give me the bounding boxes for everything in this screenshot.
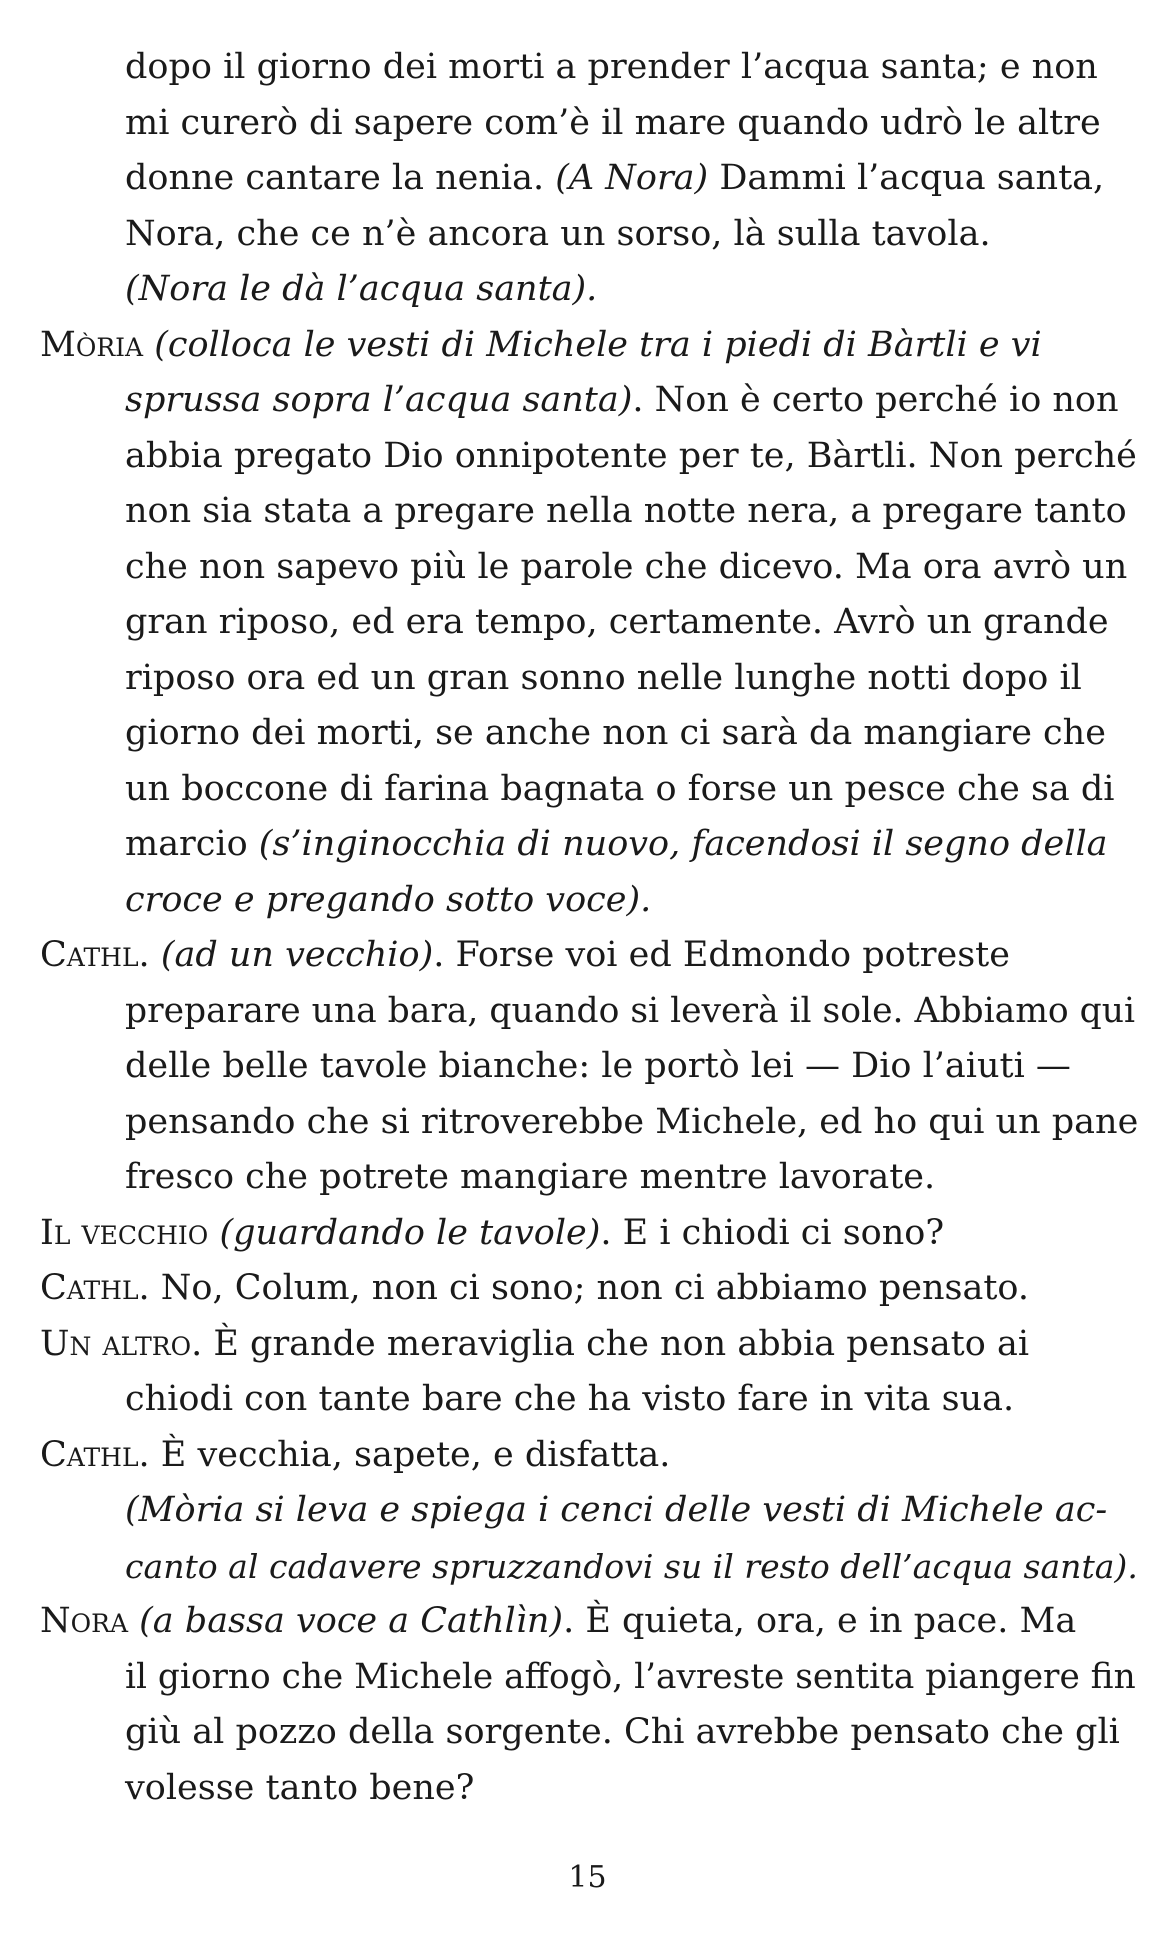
page-number: 15	[568, 1860, 607, 1895]
speaker-name: Nora	[40, 1601, 128, 1641]
text-line	[40, 1206, 1145, 1262]
text-run: . È quieta, ora, e in pace. Ma	[563, 1601, 1077, 1641]
text-run: Dammi l’acqua santa,	[708, 158, 1105, 198]
text-run: non sia stata a pregare nella notte nera, a pregare tanto	[125, 491, 1127, 531]
stage-direction: (guardando le tavole)	[219, 1212, 601, 1253]
speaker-name: Cathl.	[40, 1268, 150, 1308]
text-line	[40, 1761, 1145, 1817]
text-run: che non sapevo più le parole che dicevo. Ma ora avrò un	[125, 546, 1128, 587]
text-line	[40, 706, 1145, 762]
speaker-name: Mòria	[40, 324, 144, 365]
text-run: riposo ora ed un gran sonno nelle lunghe notti dopo il	[125, 657, 1082, 698]
text-line	[40, 1317, 1145, 1373]
text-line	[40, 1372, 1145, 1428]
text-run	[208, 1213, 219, 1253]
text-run: delle belle tavole bianche: le portò lei — Dio l’aiuti —	[125, 1046, 1071, 1086]
stage-direction: sprussa sopra l’acqua santa)	[125, 380, 633, 420]
stage-direction: (colloca le vesti di Michele tra i piedi di Bàrtli e vi	[143, 324, 1042, 365]
text-line	[40, 984, 1145, 1040]
text-run: . Non è certo perché io non	[632, 380, 1119, 420]
text-line	[40, 928, 1145, 984]
speaker-name: Il vecchio	[40, 1212, 209, 1253]
text-run: . È grande meraviglia che non abbia pensato ai	[191, 1323, 1030, 1364]
text-run: È vecchia, sapete, e disfatta.	[149, 1434, 671, 1475]
text-line	[40, 40, 1145, 96]
stage-direction: (Mòria si leva e spiega i cenci delle vesti di Michele ac-	[125, 1490, 1108, 1530]
text-run: Nora, che ce n’è ancora un sorso, là sulla tavola.	[125, 213, 991, 254]
text-line	[40, 540, 1145, 596]
text-run: preparare una bara, quando si leverà il sole. Abbiamo qui	[125, 990, 1136, 1031]
text-line	[40, 1594, 1145, 1650]
text-line	[40, 151, 1145, 207]
text-line	[40, 262, 1145, 318]
stage-direction: (a bassa voce a Cathlìn)	[139, 1601, 564, 1641]
speaker-name: Cathl.	[40, 1434, 150, 1475]
stage-direction: (A Nora)	[555, 158, 709, 198]
text-run: fresco che potrete mangiare mentre lavorate.	[125, 1157, 936, 1197]
text-run: donne cantare la nenia.	[125, 158, 556, 198]
text-run: chiodi con tante bare che ha visto fare in vita sua.	[125, 1379, 1015, 1419]
text-run: volesse tanto bene?	[125, 1767, 475, 1808]
text-run: pensando che si ritroverebbe Michele, ed ho qui un pane	[125, 1101, 1139, 1142]
text-run: mi curerò di sapere com’è il mare quando udrò le altre	[125, 102, 1101, 143]
text-run: dopo il giorno dei morti a prender l’acqua santa; e non	[125, 47, 1098, 87]
text-line	[40, 207, 1145, 263]
text-run: un boccone di farina bagnata o forse un pesce che sa di	[125, 768, 1115, 809]
stage-direction: canto al cadavere spruzzandovi su il resto dell’acqua santa).	[125, 1546, 1138, 1586]
text-run: . Forse voi ed Edmondo potreste	[433, 935, 1010, 975]
text-run	[150, 935, 161, 975]
text-line	[40, 1705, 1145, 1761]
text-run	[128, 1601, 139, 1641]
stage-direction: (Nora le dà l’acqua santa).	[125, 269, 598, 309]
text-line	[40, 484, 1145, 540]
speaker-name: Un altro	[40, 1323, 192, 1364]
text-line	[40, 429, 1145, 485]
text-line	[40, 1539, 1145, 1595]
text-run: No, Colum, non ci sono; non ci abbiamo pensato.	[149, 1268, 1029, 1308]
text-line	[40, 373, 1145, 429]
stage-direction: (ad un vecchio)	[160, 935, 434, 975]
text-run: giorno dei morti, se anche non ci sarà da mangiare che	[125, 713, 1106, 753]
text-line	[40, 1095, 1145, 1151]
page-text	[40, 40, 1145, 1816]
text-run: marcio	[125, 824, 259, 864]
text-line	[40, 1039, 1145, 1095]
text-run: gran riposo, ed era tempo, certamente. Avrò un grande	[125, 602, 1109, 642]
text-line	[40, 1483, 1145, 1539]
text-line	[40, 651, 1145, 707]
text-line	[40, 1428, 1145, 1484]
speaker-name: Cathl.	[40, 935, 150, 975]
text-line	[40, 873, 1145, 929]
text-line	[40, 595, 1145, 651]
stage-direction: croce e pregando sotto voce).	[125, 879, 652, 920]
text-run: giù al pozzo della sorgente. Chi avrebbe pensato che gli	[125, 1712, 1120, 1752]
text-run: . E i chiodi ci sono?	[600, 1212, 945, 1253]
text-line	[40, 1150, 1145, 1206]
stage-direction: (s’inginocchia di nuovo, facendosi il segno della	[258, 824, 1108, 864]
text-line	[40, 96, 1145, 152]
text-line	[40, 762, 1145, 818]
text-line	[40, 1650, 1145, 1706]
text-line	[40, 817, 1145, 873]
text-run: il giorno che Michele affogò, l’avreste sentita piangere fin	[125, 1656, 1136, 1697]
text-line	[40, 1261, 1145, 1317]
text-line	[40, 318, 1145, 374]
text-run: abbia pregato Dio onnipotente per te, Bàrtli. Non perché	[125, 435, 1137, 476]
